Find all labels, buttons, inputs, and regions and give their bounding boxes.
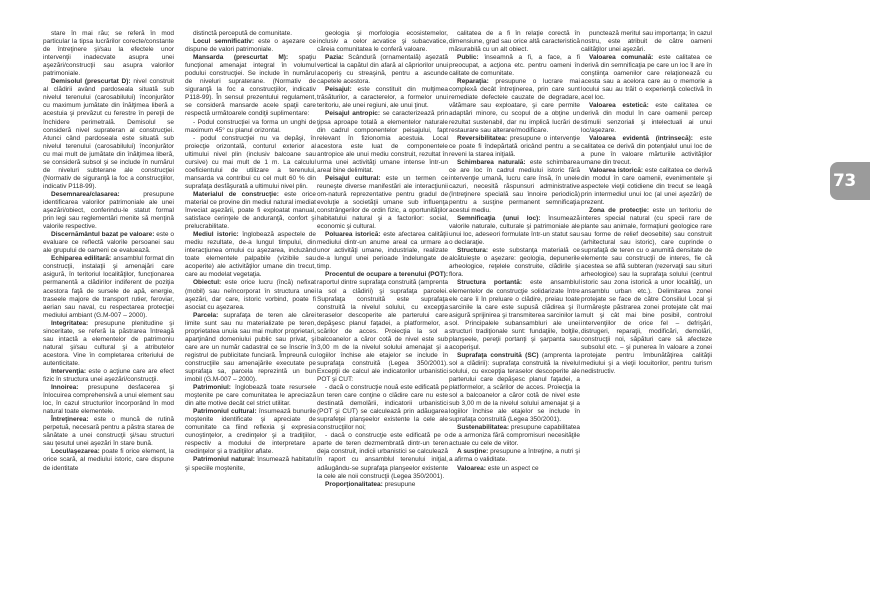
glossary-entry (185, 384, 316, 408)
glossary-term: Structura: (457, 247, 489, 255)
glossary-entry (317, 86, 448, 110)
glossary-definition: însumează habitatul şi speciile moştenite, (185, 456, 316, 472)
glossary-term: Semnificaţia (unui loc): (457, 215, 541, 223)
text-column-2 (185, 30, 316, 585)
glossary-definition: presupune o lucrare mai complexă decât întreţinerea, prin care sunt remediate defectele cauzate de degradare, vătămare sau exploatare, şi care permite adaptări minore, cu scopul de a obţine un rezultat sustenabil, dar nu implică lucrări de restaurare sau alterare/modificare. (449, 78, 580, 134)
glossary-definition: - Podul construcţiei va forma un unghi de maximum 45° cu planul orizontal. (185, 118, 316, 134)
glossary-entry (449, 279, 580, 351)
glossary-definition: - dacă o construcţie nouă este edificată pe un teren care conţine o clădire care nu este destinată demolării, indicatorii urbanistici (POT şi CUT) se calculează prin adăugarea suprafeţei planşeelor existente la cele ale construcţiilor noi; (317, 384, 448, 432)
glossary-term: Integritatea: (51, 319, 89, 327)
glossary-entry (581, 30, 712, 54)
glossary-entry (317, 54, 448, 86)
glossary-term: Innoirea: (51, 384, 79, 392)
glossary-definition: presupune capabilitatea de a armoniza fără compromisuri necesităţile actuale cu cele de viitor. (449, 424, 580, 448)
glossary-definition: este o evaluare ce reflectă valorile persoanei sau ale grupului de oameni ce evaluează. (43, 231, 174, 255)
text-column-4 (449, 30, 580, 585)
glossary-term: Proporţionalitatea: (325, 480, 383, 488)
page-number: 73 (833, 171, 856, 191)
glossary-definition: este o muncă de rutină perpetuă, necesară pentru a păstra starea de sănătate a unei construcţii şi/sau structuri sau ţesutul unei aşezări în stare bună. (43, 416, 174, 448)
glossary-entry (185, 312, 316, 384)
glossary-entry (43, 448, 174, 472)
glossary-term: Suprafaţa construită (SC) (457, 351, 539, 359)
glossary-term: Procentul de ocupare a terenului (POT): (325, 271, 448, 279)
glossary-definition: însumează valorile naturale, culturale şi patrimoniale ale unui loc, adeseori formulate într-un statut sau o declaraţie. (449, 215, 580, 247)
glossary-entry (43, 30, 174, 78)
glossary-definition: (amprenta la sol a clădirii): suprafaţa construită la nivelul solului, cu excepţia teraselor descoperite ale parterului care depăşesc planul faţadei, a platformelor, a scărilor de acces. Proiecţia la sol a balcoanelor a căror cotă de nivel este sub 3,00 m de la nivelul solului amenajat şi a logiilor închise ale etajelor se include în suprafaţa construită (Legea 350/2001). (449, 351, 581, 424)
glossary-term: Discernământul bazat pe valoare: (51, 231, 155, 239)
glossary-term: Parcela: (193, 311, 219, 319)
glossary-definition: este substanţa materială ce alcătuieşte o aşezare: geologia, depunerile arheologice, reţelele construite, clădirile şi flora. (449, 247, 580, 279)
glossary-entry (317, 432, 448, 480)
glossary-entry (449, 247, 580, 279)
glossary-entry (449, 448, 580, 464)
glossary-term: Valoarea evidentă (intrinsecă): (589, 134, 693, 142)
glossary-term: Schimbarea naturală: (457, 158, 526, 166)
glossary-term: Valoarea: (457, 464, 486, 472)
glossary-definition: însumează bunurile moştenite identificate şi apreciate de comunitate ca fiind reflexia şi expresia cunoştinţelor, a credinţelor şi a tradiţiilor, respectiv a modului de interpretare a credinţelor şi a tradiţiilor aflate. (185, 408, 316, 456)
glossary-definition: ansamblul format din construcţii, instalaţii şi amenajări care asigură, în teritoriul localităţilor, funcţionarea permanentă a clădirilor indiferent de poziţia acestora faţă de sursele de apă, energie, traseele majore de transport rutier, feroviar, aerian sau naval, cu respectarea protecţiei mediului ambiant (G.M-007 – 2000). (43, 255, 174, 319)
glossary-definition: suprafaţa de teren ale cărei limite sunt sau nu materializate pe teren, proprietatea unuia sau mai multor proprietari, aparţinând domeniului public sau privat, şi care are un număr cadastral ce se înscrie în registrul de publicitate funciară. Împreună cu construcţiile sau amenajările executate pe suprafaţa sa, parcela reprezintă un bun imobil (G.M-007 – 2000). (185, 311, 316, 384)
glossary-entry (581, 102, 712, 134)
glossary-definition: se caracterizează prin ţipsa aproape totală a elementelor naturale din cadrul componentelor peisajului, fapt relevant în fizionomia acestuia. Local acestora este luat de componentele antropice ale unui mediu construit, rezultat în urma unei activităţi umane intense într-un areal bine delimitat. (317, 110, 449, 174)
glossary-definition: presupune desfacerea şi înlocuirea comprehensivă a unui element sau loc, în cazul structurilor încorporând în mod natural toate elementele. (43, 384, 174, 416)
glossary-entry (185, 30, 316, 38)
glossary-entry (43, 191, 174, 231)
glossary-entry (581, 167, 712, 207)
glossary-entry (317, 175, 448, 231)
glossary-entry (185, 279, 316, 311)
glossary-term: Reversibilitatea: (457, 134, 508, 142)
glossary-term: Desemnarea/clasarea: (51, 190, 120, 198)
glossary-entry (317, 110, 448, 174)
glossary-definition: este un teritoriu de interes special natural (cu specii rare de plante sau animale, formaţiuni geologice rare sau forme de relief deosebite) sau construit (arhitectural sau istoric), care cuprinde o suprafaţă de teren cu o anumită densitate de elemente sau construcţii de interes, fie că acestea se află subteran (rezervaţii sau situri arheologice) sau la suprafaţa solului (centrul istoric sau zona istorică a unor localităţi, un ansamblu urban etc.). Delimitarea zonei protejate se face de către Consiliul Local şi urmăreşte păstrarea zonei protejate cât mai mult şi cât mai bine posibil, controlul intervenţiilor de orice fel – defrişări, distrugeri, reparaţii, modificări, demolări, construcţii noi, săpături care să afecteze subsolul etc. – şi punerea în valoare a zonei protejate pentru îmbunătăţirea calităţii mediului şi a vieţii locuitorilor, pentru turism nedistructiv. (581, 207, 712, 375)
glossary-definition: - podul construcţiei nu va depăşi, în proiecţie orizontală, conturul exterior al ultimului nivel plin (inclusiv balcoane sau cursive) cu mai mult de 1 m. La calculul coeficientului de utilizare a terenului, mansarda va contribui cu cel mult 60 % din suprafaţa desfăşurată a ultimului nivel plin. (185, 134, 316, 190)
glossary-definition: nivel construit al clădirii având pardoseala situată sub nivelul terenului (carosabilului) înconjurător cu maximum jumătate din înălţimea liberă a acestuia şi prevăzut cu ferestre în pereţii de închidere perimetrală. Demisolul se consideră nivel suprateran al construcţiei. Atunci când pardoseala este situată sub nivelul terenului (carosabilului) înconjurător cu mai mult de jumătate din înălţimea liberă, se consideră subsol şi se include în numărul de niveluri subterane ale construcţiei (Normativ de siguranţă la foc a construcţiilor, indicativ P118-99). (43, 78, 175, 190)
glossary-definition: este afectarea calităţii mediului dintr-un anume areal ca urmare a unor activităţi umane, industriale, realizate de-a lungul unei perioade îndelungate de timp. (317, 231, 448, 271)
glossary-definition: este calitatea ce derivă din semnificaţia pe care un loc îl are în conştiinţa oamenilor care relaţionează cu acesta sau a acelora care au o memorie a locului sau au trăit o experienţă colectivă în acel loc. (581, 54, 713, 102)
glossary-term: Demisolul (prescurtat D): (51, 78, 131, 86)
text-column-5 (581, 30, 712, 585)
glossary-definition: este o acţiune care are efect fizic în structura unei aşezări/construcţii. (43, 367, 174, 384)
glossary-definition: este constituit din mulţimea trăsăturilor, a caracterelor, a formelor unui teritoriu, ale unei regiuni, ale unui ţinut. (317, 86, 448, 110)
glossary-term: Valoarea comunală: (589, 54, 654, 62)
glossary-term: Zona de protecţie: (589, 207, 650, 215)
glossary-entry (449, 159, 580, 215)
glossary-entry (581, 54, 712, 102)
glossary-entry (581, 135, 712, 167)
glossary-definition: presupune a întreţine, a nutri şi a afirma o validitate. (449, 448, 581, 464)
glossary-entry (317, 271, 448, 384)
glossary-definition: presupune o intervenţie ce poate fi îndepărtată oricând pentru a se reveni la starea iniţială. (449, 134, 580, 158)
glossary-entry (185, 456, 316, 472)
glossary-entry (449, 54, 580, 78)
glossary-term: Poluarea istorică: (325, 231, 381, 239)
glossary-definition: spaţiu funcţional amenajat integral în volumul podului construcţiei. Se include în numărul de niveluri supraterane. (Normativ de siguranţă la foc a construcţiilor, indicativ P118-99). În sensul prezentului regulament, se consideră mansarde acele spaţii care respectă următoarele condiţii suplimentare: (185, 54, 317, 118)
glossary-definition: geologia şi morfologia ecosistemelor, inclusiv a celor acvatice şi subacvatice, căreia comunitatea le conferă valoare. (317, 30, 448, 54)
text-column-1 (43, 30, 174, 585)
glossary-entry (317, 481, 448, 489)
page-number-tab (830, 162, 870, 200)
glossary-entry (43, 368, 174, 384)
glossary-definition: este un aspect ce (485, 464, 539, 472)
glossary-entry (449, 465, 580, 473)
glossary-term: Pazia: (325, 54, 344, 62)
glossary-term: Mansarda (prescurtat M): (193, 54, 289, 62)
glossary-term: Peisajul antropic: (325, 110, 381, 118)
glossary-definition: este orice material ce provine din mediul natural imediat înveciat aşezării, poate fi exploatat manual, satisface cerinţele de anduranţă, confort şi prelucrabilitate. (185, 190, 316, 231)
glossary-entry (185, 408, 316, 456)
glossary-entry (317, 30, 448, 54)
glossary-entry (43, 255, 174, 319)
glossary-term: Echiparea edilitară: (51, 255, 112, 263)
glossary-term: A susţine: (457, 448, 489, 456)
glossary-definition: înseamnă a fi, a face, a fi preocupat, a acţiona etc. pentru oameni în calitate de comunitate. (449, 54, 580, 78)
glossary-term: Obiectul: (193, 279, 222, 287)
glossary-term: Patrimoniul natural: (193, 456, 255, 464)
glossary-entry (449, 30, 580, 54)
glossary-definition: stare în mai rău; se referă în mod particular la tipsa lucrărilor corecte/constante de întreţinere şi/sau la efectele unor intervenţii inadecvate asupra unei aşezări/construcţii sau asupra valorilor patrimoniale. (43, 30, 174, 78)
glossary-definition: presupune identificarea valorilor patrimoniale ale unei aşezări/obiect, conferindu-le statut formal prin legi sau reglementări menite să menţină valorile respective. (43, 190, 174, 231)
glossary-entry (317, 231, 448, 271)
glossary-term: Patrimoniul: (193, 384, 231, 392)
glossary-definition: este orice lucru (încă) nefixat (mobil) sau neîncorporat în structura unei aşezări, dar care, istoric vorbind, poate fi asociat cu aşezarea. (185, 279, 316, 311)
glossary-entry (43, 416, 174, 448)
glossary-term: Reparaţia: (457, 78, 489, 86)
glossary-definition: presupune (382, 480, 416, 488)
glossary-term: Valoarea estetică: (589, 102, 649, 110)
glossary-definition: distinctă percepută de comunitate. (193, 30, 293, 37)
glossary-term: Locul semnificativ: (193, 38, 255, 46)
glossary-entry (185, 119, 316, 135)
glossary-entry (449, 78, 580, 134)
glossary-term: Mediul istoric: (193, 231, 239, 239)
glossary-term: Sustenabilitatea: (457, 424, 510, 432)
glossary-entry (449, 424, 580, 448)
glossary-entry (43, 231, 174, 255)
glossary-term: Peisajul cultural: (325, 174, 381, 182)
glossary-definition: presupune plenitudine şi sinceritate, se referă la păstrarea întreagă sau intactă a elementelor de patrimoniu natural şi/sau cultural şi a atributelor acestora. Vine în completarea criteriului de autenticitate. (43, 319, 174, 367)
glossary-entry (43, 78, 174, 191)
glossary-entry (185, 191, 316, 231)
glossary-term: Peisajul: (325, 86, 352, 94)
glossary-definition: înglobează aspectele de mediu rezultate, de-a lungul timpului, din interacţiunea omului cu aşezarea, incluzând toate elementele palpabile (vizibile sau acoperite) ale activităţilor umane din trecut, care au modelat vegetaţia. (185, 231, 317, 279)
glossary-entry (185, 38, 316, 54)
glossary-term: Public: (457, 54, 479, 62)
glossary-definition: punctează meritul sau importanţa; în cazul nostru, este atribuit de către oameni calităţilor unei aşezări. (581, 30, 712, 54)
glossary-definition: calitatea de a fi în relaţie corectă în dimensiune, grad sau orice altă caracteristică măsurabilă cu un alt obiect. (449, 30, 580, 54)
glossary-entry (449, 215, 580, 247)
glossary-entry (449, 135, 580, 159)
glossary-entry (449, 352, 580, 424)
glossary-definition: este ansamblul elementelor de construcţie solidarizate între ele care îi în preluare o clădire, preiau toate sarcinile la care este supusă clădirea şi îl asigură sprijinirea şi transmiterea sarcinilor la sol. Principalele subansambluri ale unei structuri tradiţionale sunt: fundaţiile, bolţile, planşeele, pereţii portanţi şi şarpanta sau acoperişul. (449, 279, 580, 351)
glossary-entry (43, 384, 174, 416)
glossary-term: Materialul de construcţie: (193, 190, 279, 198)
glossary-definition: este schimbarea ce are loc în cadrul mediului istoric fără intervenţie umană, lucru care însă, în unele cazuri, necesită răspunsuri administrative (întreţinere specială sau înnoire periodică) pentru a susţine permanent semnificaţia acestui mediu. (449, 158, 581, 215)
text-column-3 (317, 30, 448, 585)
glossary-entry (581, 207, 712, 376)
glossary-definition: - dacă o construcţie este edificată pe o parte de teren dezmembrată dintr-un teren deja construit, indicii urbanistici se calculează în raport cu ansamblul terenului iniţial, adăugându-se suprafaţa planşeelor existente la cele ale noii construcţii (Legea 350/2001). (317, 432, 448, 480)
glossary-term: Întreţinerea: (51, 416, 89, 424)
glossary-entry (317, 384, 448, 432)
glossary-entry (185, 231, 316, 279)
glossary-definition: înglobează toate resursele moştenite pe care comunitatea le apreciază din alte motive decât cel strict utilitar. (185, 384, 316, 408)
glossary-term: Structura portantă: (457, 279, 523, 287)
glossary-term: Intervenţia: (51, 367, 87, 375)
glossary-definition: este o aşezare ce dispune de valori patrimoniale. (185, 38, 316, 54)
glossary-entry (185, 135, 316, 191)
glossary-term: Patrimoniul cultural: (193, 408, 257, 416)
glossary-definition: este calitatea ce derivă din modul în care oamenii, evenimentele şi aspectele vieţii cotidiene din trecut se leagă prin intermediul unui loc (al unei aşezări) de prezent. (581, 166, 712, 206)
glossary-entry (43, 320, 174, 368)
glossary-entry (185, 54, 316, 118)
glossary-definition: raportul dintre suprafaţa construită (amprenta la sol a clădirii) şi suprafaţa parcelei. Suprafaţa construită este suprafaţa construită la nivelul solului, cu excepţia teraselor descoperite ale parterului care depăşesc planul faţadei, a platformelor, a scărilor de acces. Proiecţia la sol a balcoanelor a căror cotă de nivel este sub 3,00 m de la nivelul solului amenajat şi a logiilor închise ale etajelor se include în suprafaţa construită (Legea 350/2001). Excepţii de calcul ale indicatorilor urbanistici POT şi CUT: (317, 279, 448, 384)
glossary-definition: Scândură (ornamentală) aşezată vertical la capătul din afară al căpriorilor unui acoperiş cu streaşină, pentru a ascunde capetele acestora. (317, 54, 448, 86)
glossary-term: Valoarea istorică: (589, 166, 644, 174)
glossary-definition: este calitatea ce derivă din potenţialul unui loc de a pune în valoare mărturiile activităţilor umane din trecut. (581, 134, 712, 166)
glossary-definition: este un termen ce reuneşte diverse manifestări ale interacţiunii om-natură reprezentative pentru gradul de evoluţie a societăţii umane sub influenţa constrângerilor de ordin fizic, a oportunităţilor habitatului natural şi a factorilor: social, economic şi cultural. (317, 174, 448, 231)
glossary-definition: este calitatea ce derivă din modul în care oamenii percep stimulii senzoriali şi intelectuali ai unui loc/aşezare. (581, 102, 712, 134)
glossary-term: Locul/aşezarea: (51, 448, 100, 456)
glossary-definition: poate fi orice element, la orice scară, al mediului istoric, care dispune de identitate (43, 448, 174, 472)
